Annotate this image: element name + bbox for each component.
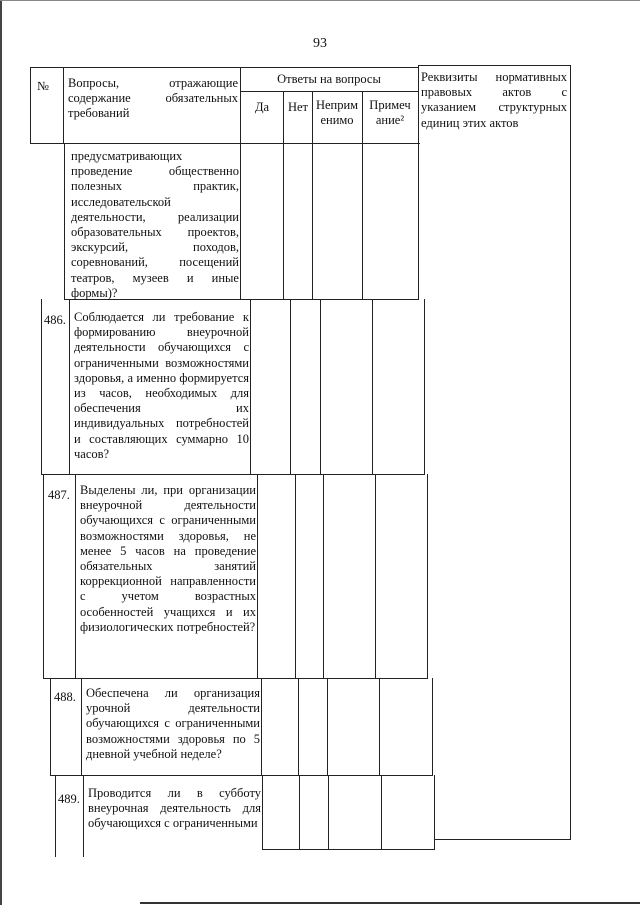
row-487-col-na — [375, 474, 376, 679]
header-questions: Вопросы, отражающие содержание обязательных требований — [68, 76, 238, 121]
row-487-left-border — [43, 474, 44, 679]
row-488-col-questions — [261, 678, 262, 776]
row-489-col-yes — [299, 775, 300, 850]
header-requisites: Реквизиты нормативных правовых актов с указанием структурных единиц этих актов — [421, 70, 567, 130]
header-not-applicable: Неприм енимо — [315, 98, 359, 128]
header-yes: Да — [254, 100, 270, 114]
row-487-number: 487. — [48, 488, 70, 502]
row-489-number: 489. — [58, 792, 80, 806]
requisites-border-top — [418, 65, 570, 66]
row-487-bottom — [43, 678, 428, 679]
row-487-col-yes — [295, 474, 296, 679]
row-488-question: Обеспечена ли организация урочной деятельности обучающихся с ограниченными возможностями здоровья по 5 дневной учебной неделе? — [86, 686, 260, 761]
col-divider-answers-end — [418, 65, 419, 144]
row-488-col-yes — [298, 678, 299, 776]
row-488-col-no-answer — [327, 678, 328, 776]
row-486-col-na — [372, 299, 373, 475]
answers-header-divider — [240, 91, 418, 92]
row-486-col-no-answer — [320, 299, 321, 475]
row-487-col-questions — [257, 474, 258, 679]
row-1-left-border — [64, 143, 65, 300]
row-487-col-no-answer — [323, 474, 324, 679]
requisites-bottom — [434, 839, 571, 840]
header-no: Нет — [287, 100, 309, 114]
table-border-left — [30, 67, 31, 144]
row-486-col-questions — [250, 299, 251, 475]
row-489-left-border — [55, 775, 56, 857]
row-487-col-note — [427, 474, 428, 679]
row-489-col-no — [83, 775, 84, 857]
row-488-col-na — [379, 678, 380, 776]
row-1-question: предусматривающих проведение общественно полезных практик, исследовательской деятельности, реализации образовательных проектов, экскурсий, походов, соревнований, посещений театров, музеев и иные формы)? — [71, 149, 239, 300]
row-486-col-no — [69, 299, 70, 475]
header-answers: Ответы на вопросы — [277, 72, 381, 86]
row-488-col-note — [432, 678, 433, 776]
row-488-number: 488. — [54, 690, 76, 704]
row-488-left-border — [50, 678, 51, 776]
row-489-bottom — [263, 849, 435, 850]
header-number: № — [37, 79, 49, 93]
row-488-bottom — [50, 775, 433, 776]
scan-edge-left — [0, 0, 2, 905]
row-1-col-na — [362, 143, 363, 300]
row-1-col-yes — [283, 143, 284, 300]
row-486-col-note — [424, 299, 425, 475]
row-489-col-questions — [262, 775, 263, 850]
scan-edge-top — [0, 0, 640, 1]
row-1-col-no — [312, 143, 313, 300]
row-1-col-note — [418, 143, 419, 300]
table-border-right — [570, 65, 571, 840]
col-divider-no — [63, 67, 64, 144]
row-489-question: Проводится ли в субботу внеурочная деятельность для обучающихся с ограниченными — [88, 786, 261, 831]
header-note: Примеч ание² — [369, 98, 411, 128]
scan-edge-bottom — [140, 902, 640, 904]
row-486-bottom — [41, 474, 425, 475]
row-489-col-na — [381, 775, 382, 850]
row-486-left-border — [41, 299, 42, 475]
col-divider-yes — [283, 91, 284, 144]
row-487-col-no — [75, 474, 76, 679]
row-487-question: Выделены ли, при организации внеурочной деятельности обучающихся с ограниченными возможностями здоровья, не менее 5 часов на проведение обязательных занятий коррекционной направленности с учетом возрастных особенностей учащихся и их физиологических потребностей? — [80, 483, 256, 634]
row-488-col-no — [81, 678, 82, 776]
table-border-top — [30, 67, 418, 68]
row-489-col-no-answer — [328, 775, 329, 850]
page-number: 93 — [313, 36, 327, 51]
row-1-col-questions — [240, 143, 241, 300]
row-486-col-yes — [290, 299, 291, 475]
row-486-question: Соблюдается ли требование к формированию внеурочной деятельности обучающихся с ограниченными возможностями здоровья, а именно формируется из часов, необходимых для обеспечения их индивидуальных потребностей и составляющих суммарно 10 часов? — [74, 310, 249, 461]
row-486-number: 486. — [44, 313, 66, 327]
